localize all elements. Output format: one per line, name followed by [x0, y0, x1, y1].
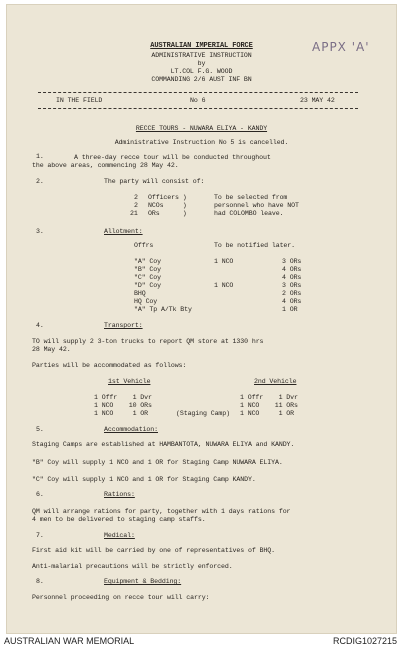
footer-record-id: RCDIG1027215 — [332, 636, 397, 646]
para-5-heading: Accommodation: — [104, 426, 158, 433]
cancel-note: Administrative Instruction No 5 is cancelled. — [114, 139, 289, 146]
vehicle-2-row: 1 NCO 1 OR — [240, 410, 294, 417]
staging-camp-note: (Staging Camp) — [176, 410, 230, 417]
allotment-unit: "B" Coy — [134, 266, 161, 273]
para-2-number: 2. — [36, 178, 44, 185]
allotment-offrs-note: To be notified later. — [214, 242, 295, 249]
ref-date: 23 MAY 42 — [300, 97, 335, 104]
para-1-line-1: A three-day recce tour will be conducted throughout — [74, 154, 271, 161]
subject-line: RECCE TOURS - NUWARA ELIYA - KANDY — [135, 125, 268, 132]
allotment-unit: "D" Coy — [134, 282, 161, 289]
ref-place: IN THE FIELD — [56, 97, 103, 104]
para-5-line-2: "B" Coy will supply 1 NCO and 1 OR for Staging Camp NUWARA ELIYA. — [32, 459, 283, 466]
ref-number: No 6 — [190, 97, 206, 104]
allotment-unit: "C" Coy — [134, 274, 161, 281]
allotment-unit: "A" Tp A/Tk Bty — [134, 306, 192, 313]
para-8-line-1: Personnel proceeding on recce tour will carry: — [32, 594, 210, 601]
vehicle-1-row: 1 Offr 1 Dvr — [94, 394, 152, 401]
para-4-heading: Transport: — [104, 322, 143, 329]
para-6-line-1: QM will arrange rations for party, together with 1 days rations for — [32, 508, 291, 515]
para-7-number: 7. — [36, 532, 44, 539]
header-line-3: by — [197, 60, 206, 67]
vehicle-1-title: 1st Vehicle — [108, 378, 151, 385]
para-4-number: 4. — [36, 322, 44, 329]
para-4-line-3: Parties will be accommodated as follows: — [32, 362, 187, 369]
footer-credit: AUSTRALIAN WAR MEMORIAL — [4, 636, 135, 646]
allotment-ors: 4 ORs — [282, 298, 302, 305]
allotment-ors: 4 ORs — [282, 266, 302, 273]
divider-top — [38, 92, 358, 93]
vehicle-2-row: 1 NCO 11 ORs — [240, 402, 298, 409]
party-item-2: NCOs ) — [148, 202, 187, 209]
para-3-number: 3. — [36, 228, 44, 235]
para-8-number: 8. — [36, 578, 44, 585]
document-title: AUSTRALIAN IMPERIAL FORCE — [150, 42, 253, 50]
para-5-number: 5. — [36, 426, 44, 433]
allotment-unit: HQ Coy — [134, 298, 158, 305]
para-6-number: 6. — [36, 491, 44, 498]
party-qty-3: 21 — [130, 210, 138, 217]
party-qty-1: 2 — [134, 194, 138, 201]
para-7-heading: Medical: — [104, 532, 135, 539]
allotment-nco: 1 NCO — [214, 282, 234, 289]
para-7-line-1: First aid kit will be carried by one of representatives of BHQ. — [32, 547, 275, 554]
allotment-ors: 3 ORs — [282, 282, 302, 289]
vehicle-2-row: 1 Offr 1 Dvr — [240, 394, 298, 401]
para-7-line-2: Anti-malarial precautions will be strictly enforced. — [32, 563, 233, 570]
party-item-3: ORs ) — [148, 210, 187, 217]
handwritten-annotation: APPX 'A' — [312, 40, 370, 54]
allotment-nco: 1 NCO — [214, 258, 234, 265]
allotment-offrs: Offrs — [134, 242, 154, 249]
para-8-heading: Equipment & Bedding: — [104, 578, 182, 585]
divider-bottom — [38, 108, 358, 109]
header-line-4: LT.COL F.G. WOOD — [170, 68, 233, 75]
vehicle-1-row: 1 NCO 10 ORs — [94, 402, 152, 409]
header-line-5: COMMANDING 2/6 AUST INF BN — [151, 76, 252, 83]
para-6-heading: Rations: — [104, 491, 135, 498]
para-1-line-2: the above areas, commencing 28 May 42. — [32, 162, 179, 169]
allotment-ors: 2 ORs — [282, 290, 302, 297]
party-note-1: To be selected from — [214, 194, 288, 201]
allotment-ors: 1 OR — [282, 306, 298, 313]
para-6-line-2: 4 men to be delivered to staging camp staffs. — [32, 516, 206, 523]
para-1-number: 1. — [36, 153, 44, 160]
para-4-line-1: TO will supply 2 3-ton trucks to report QM store at 1330 hrs — [32, 338, 264, 345]
allotment-unit: BHQ — [134, 290, 146, 297]
vehicle-1-row: 1 NCO 1 OR — [94, 410, 148, 417]
party-note-2: personnel who have NOT — [214, 202, 299, 209]
para-5-line-1: Staging Camps are established at HAMBANTOTA, NUWARA ELIYA and KANDY. — [32, 441, 295, 448]
para-5-line-3: "C" Coy will supply 1 NCO and 1 OR for Staging Camp KANDY. — [32, 476, 256, 483]
party-qty-2: 2 — [134, 202, 138, 209]
para-4-line-2: 28 May 42. — [32, 346, 71, 353]
para-3-heading: Allotment: — [104, 228, 143, 235]
allotment-unit: "A" Coy — [134, 258, 161, 265]
party-item-1: Officers ) — [148, 194, 187, 201]
vehicle-2-title: 2nd Vehicle — [254, 378, 297, 385]
allotment-ors: 3 ORs — [282, 258, 302, 265]
party-note-3: had COLOMBO leave. — [214, 210, 284, 217]
para-2-intro: The party will consist of: — [104, 178, 205, 185]
allotment-ors: 4 ORs — [282, 274, 302, 281]
header-line-2: ADMINISTRATIVE INSTRUCTION — [151, 52, 252, 59]
